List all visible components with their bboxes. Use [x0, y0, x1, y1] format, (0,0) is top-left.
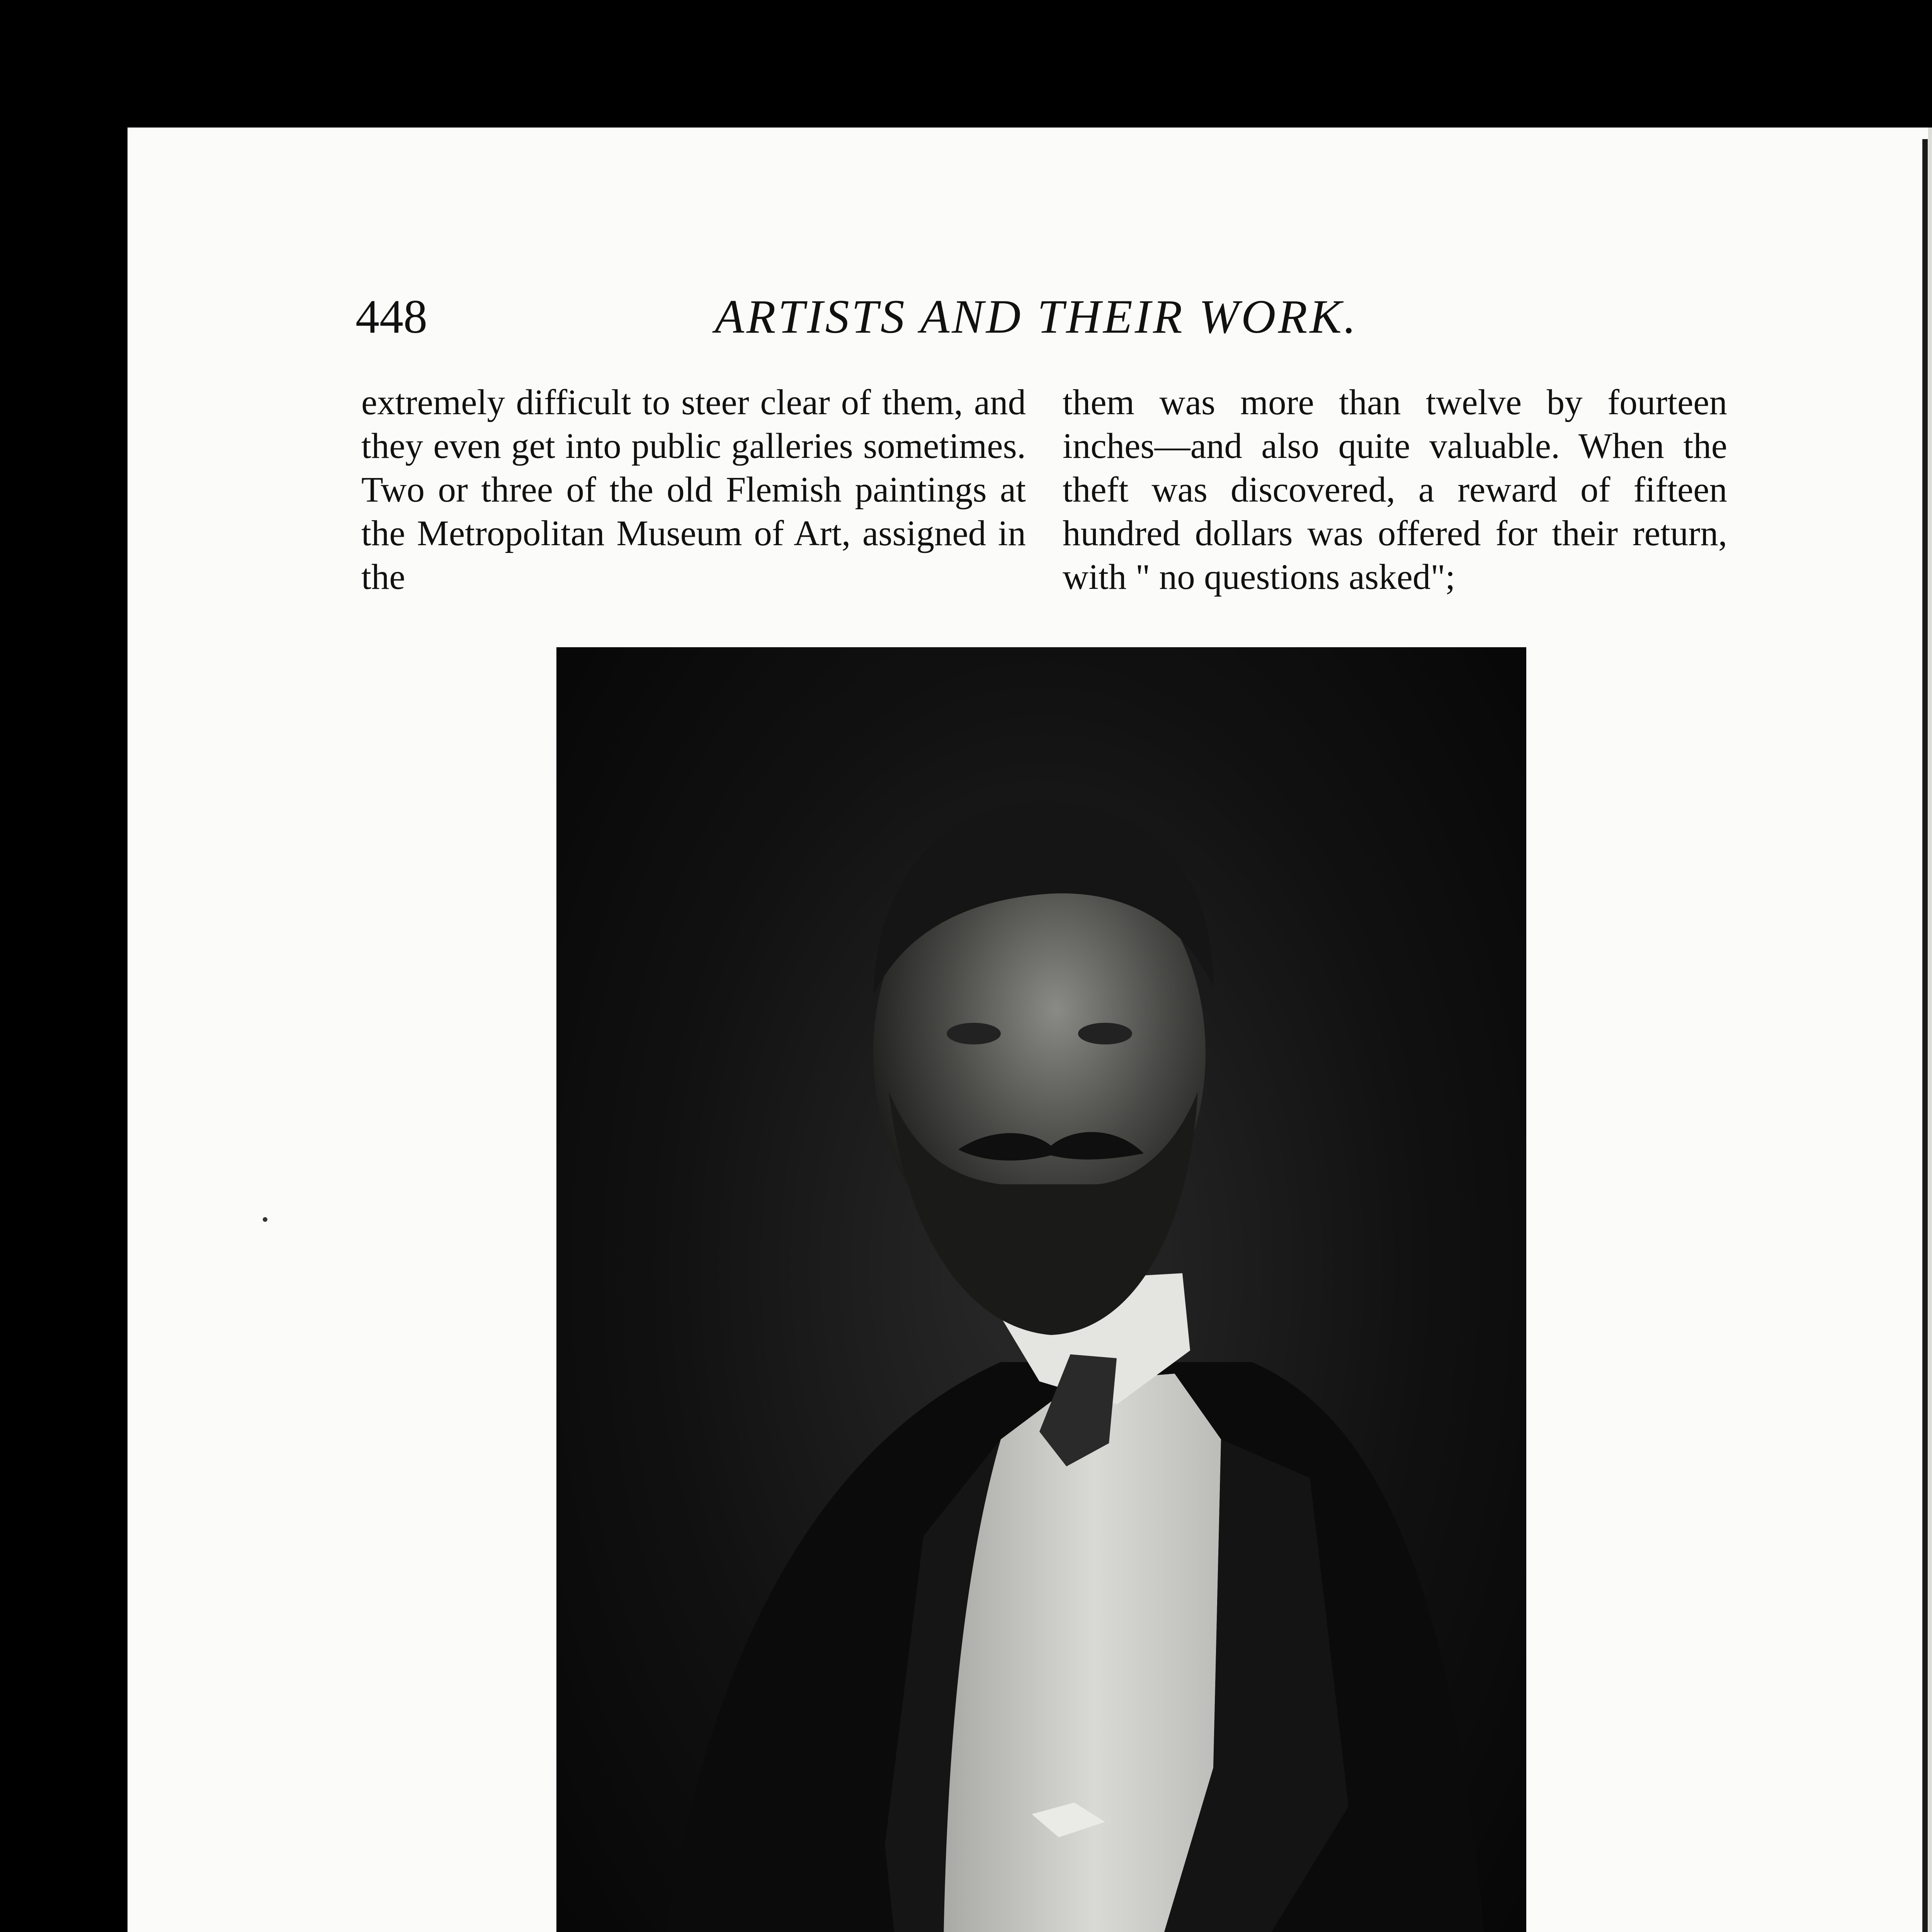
- portrait-photograph: [556, 647, 1526, 1932]
- portrait-illustration: [556, 647, 1526, 1932]
- page-number: 448: [355, 290, 427, 343]
- page-header: [355, 288, 1739, 346]
- page-gutter-edge: [1922, 139, 1928, 1932]
- scan-speck: [263, 1217, 267, 1222]
- top-left-column: [361, 381, 1026, 599]
- running-head: ARTISTS AND THEIR WORK.: [715, 290, 1359, 343]
- top-left-paragraph: extremely difficult to steer clear of them, and they even get into public galleries sometimes. Two or three of the old Flemish paintings at the Metropolitan Museum of Art, assigned in the: [361, 383, 1026, 597]
- next-page-edge: [1928, 128, 1932, 1932]
- top-right-column: [1063, 381, 1727, 599]
- top-right-paragraph: them was more than twelve by fourteen inches—and also quite valuable. When the theft was discovered, a reward of fifteen hundred dollars was offered for their return, with " no questions asked";: [1063, 383, 1727, 597]
